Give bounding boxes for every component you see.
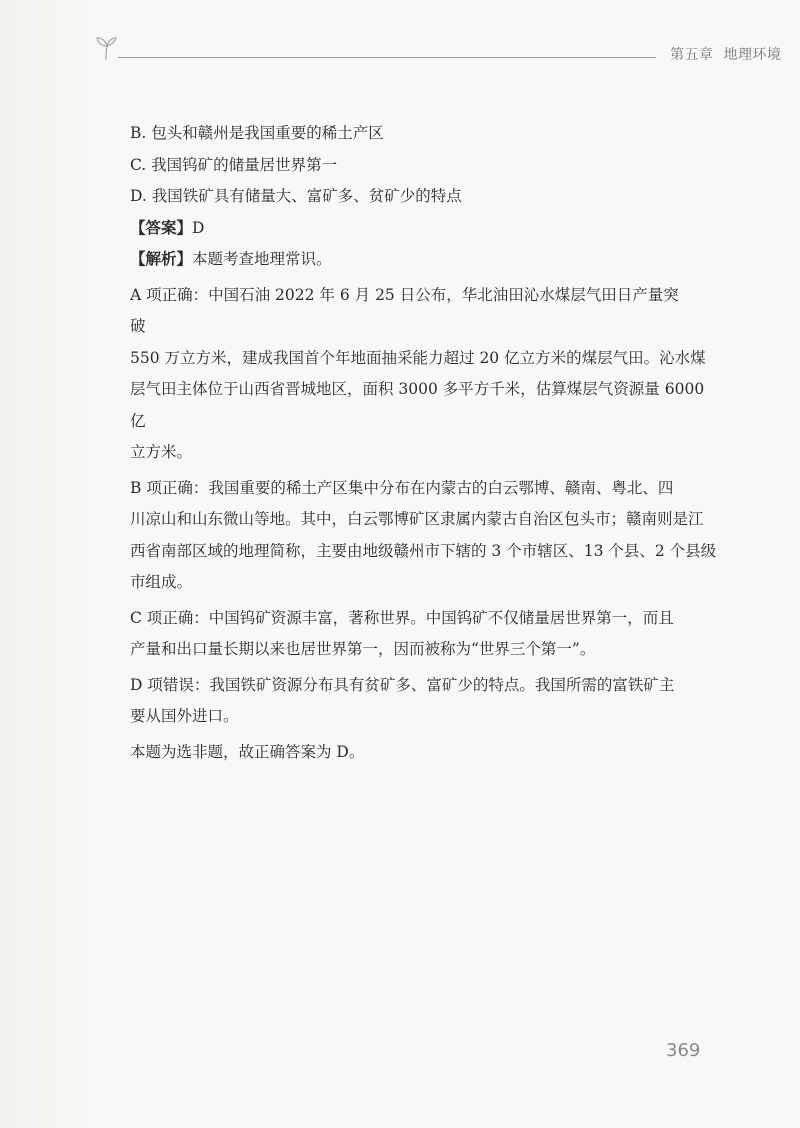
text-line: 立方米。 — [130, 443, 193, 461]
paragraph-a — [130, 280, 706, 469]
text-line: 要从国外进口。 — [130, 707, 239, 725]
chapter-title: 地理环境 — [723, 47, 782, 63]
analysis-line — [130, 244, 690, 276]
answer-line — [130, 213, 690, 245]
text-line: 西省南部区域的地理简称，主要由地级赣州市下辖的 3 个市辖区、13 个县、2 个县级 — [130, 541, 717, 560]
paragraph-c — [130, 603, 690, 666]
page-body — [130, 118, 717, 768]
option-d: D. 我国铁矿具有储量大、富矿多、贫矿少的特点 — [130, 187, 462, 205]
analysis-label: 【解析】 — [130, 250, 193, 268]
text-line: 本题为选非题，故正确答案为 D。 — [130, 742, 365, 761]
text-line: C 项正确：中国钨矿资源丰富，著称世界。中国钨矿不仅储量居世界第一，而且 — [130, 608, 674, 627]
chapter-heading — [670, 44, 782, 64]
paragraph-b — [130, 473, 717, 599]
page-number: 369 — [666, 1040, 701, 1061]
header-rule — [118, 57, 656, 58]
text-line: 川凉山和山东微山等地。其中，白云鄂博矿区隶属内蒙古自治区包头市；赣南则是江 — [130, 510, 704, 528]
option-c: C. 我国钨矿的储量居世界第一 — [130, 155, 338, 174]
text-line: 层气田主体位于山西省晋城地区，面积 3000 多平方千米，估算煤层气资源量 6000 亿 — [130, 380, 705, 430]
option-b: B. 包头和赣州是我国重要的稀土产区 — [130, 124, 384, 142]
text-line: 市组成。 — [130, 573, 193, 591]
analysis-intro: 本题考查地理常识。 — [192, 250, 332, 268]
paragraph-conclusion — [130, 737, 690, 769]
text-line: D 项错误：我国铁矿资源分布具有贫矿多、富矿少的特点。我国所需的富铁矿主 — [130, 675, 675, 694]
text-line: 产量和出口量长期以来也居世界第一，因而被称为“世界三个第一”。 — [130, 640, 596, 658]
running-header — [92, 34, 782, 68]
paragraph-d — [130, 670, 690, 733]
answer-value: D — [192, 218, 205, 237]
text-line: 550 万立方米，建成我国首个年地面抽采能力超过 20 亿立方米的煤层气田。沁水煤 — [130, 348, 706, 367]
answer-label: 【答案】 — [130, 218, 193, 237]
text-line: B 项正确：我国重要的稀土产区集中分布在内蒙古的白云鄂博、赣南、粤北、四 — [130, 478, 674, 497]
chapter-number: 第五章 — [670, 47, 714, 63]
text-line: A 项正确：中国石油 2022 年 6 月 25 日公布，华北油田沁水煤层气田日产量突破 — [130, 285, 679, 335]
